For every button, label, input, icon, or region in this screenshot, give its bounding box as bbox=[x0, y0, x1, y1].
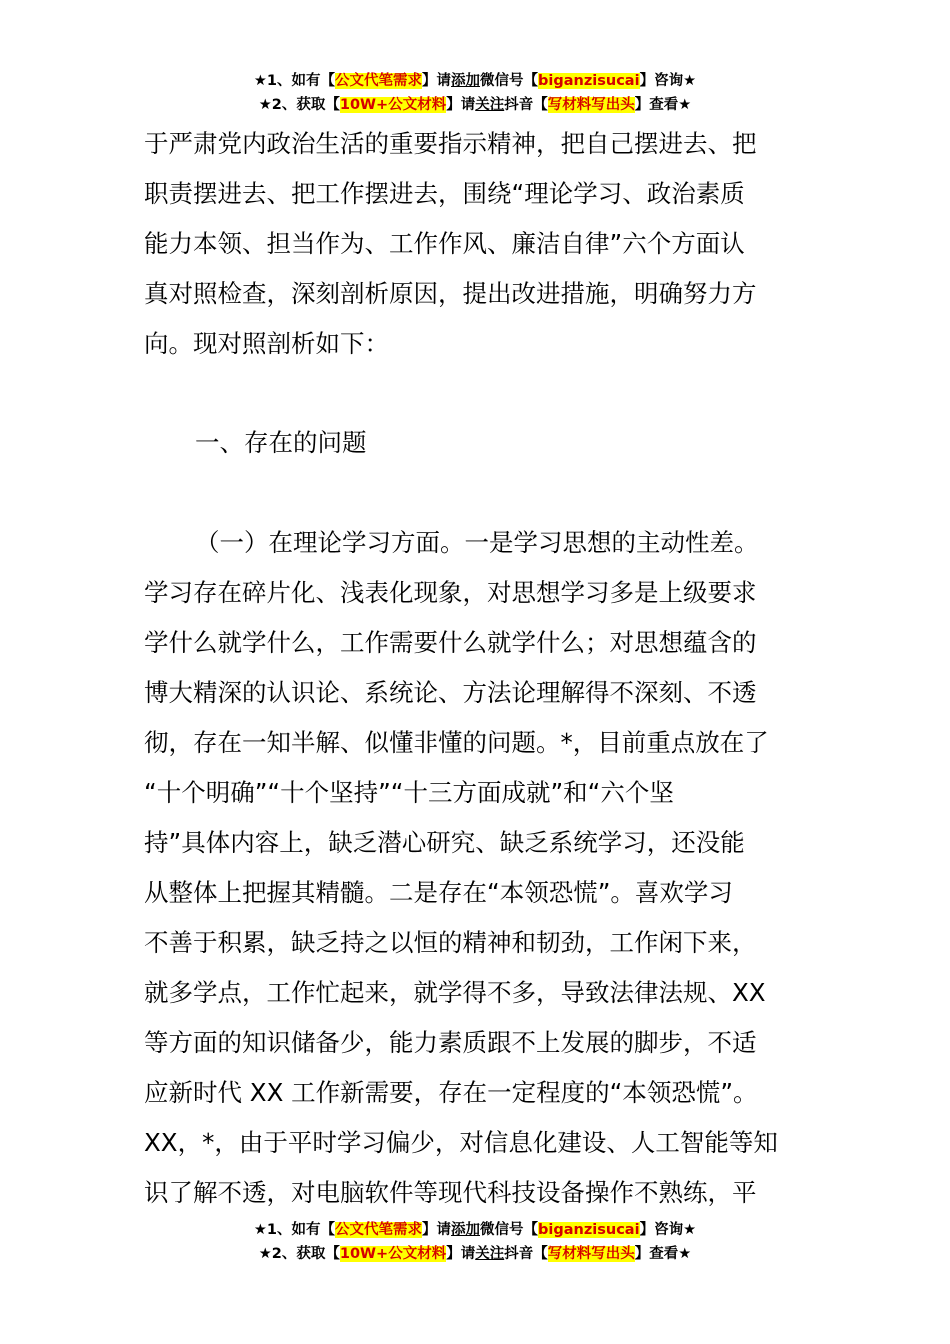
wechat-id-tag: biganzisucai bbox=[538, 73, 640, 89]
text-line: XX，*，由于平时学习偏少，对信息化建设、人工智能等知 bbox=[144, 1128, 778, 1157]
text-line: 向。现对照剖析如下： bbox=[144, 329, 389, 358]
banner-text: 】请 bbox=[446, 1246, 476, 1262]
banner-text: 】咨询★ bbox=[639, 1222, 697, 1238]
emphasis-text: 关注 bbox=[475, 1246, 505, 1262]
intro-paragraph bbox=[144, 119, 824, 369]
highlight-tag: 公文代笔需求 bbox=[335, 73, 423, 89]
banner-text: 微信号【 bbox=[480, 73, 539, 89]
highlight-tag: 公文代笔需求 bbox=[335, 1222, 423, 1238]
text-line: 就多学点，工作忙起来，就学得不多，导致法律法规、XX bbox=[144, 978, 766, 1007]
header-banner bbox=[0, 69, 950, 117]
banner-line-2 bbox=[0, 93, 950, 117]
text-line: 不善于积累，缺乏持之以恒的精神和韧劲，工作闲下来， bbox=[144, 928, 757, 957]
wechat-id-tag: biganzisucai bbox=[538, 1222, 640, 1238]
text-line: 等方面的知识储备少，能力素质跟不上发展的脚步，不适 bbox=[144, 1028, 757, 1057]
text-line: “十个明确”“十个坚持”“十三方面成就”和“六个坚 bbox=[144, 778, 674, 807]
text-line: 学习存在碎片化、浅表化现象，对思想学习多是上级要求 bbox=[144, 578, 757, 607]
body-paragraph bbox=[144, 518, 824, 1218]
text-line: （一）在理论学习方面。一是学习思想的主动性差。 bbox=[195, 528, 759, 557]
text-line: 彻，存在一知半解、似懂非懂的问题。*，目前重点放在了 bbox=[144, 728, 769, 757]
emphasis-text: 添加 bbox=[451, 1222, 481, 1238]
section-heading: 一、存在的问题 bbox=[195, 428, 367, 457]
banner-text: 抖音【 bbox=[504, 1246, 548, 1262]
banner-text: 】请 bbox=[422, 73, 452, 89]
banner-line-1 bbox=[0, 1218, 950, 1242]
text-line: 能力本领、担当作为、工作作风、廉洁自律”六个方面认 bbox=[144, 229, 745, 258]
banner-line-1 bbox=[0, 69, 950, 93]
banner-text: ★2、获取【 bbox=[258, 1246, 340, 1262]
highlight-tag: 10W+公文材料 bbox=[339, 97, 447, 113]
banner-text: ★1、如有【 bbox=[253, 73, 336, 89]
footer-banner bbox=[0, 1218, 950, 1266]
banner-text: ★1、如有【 bbox=[253, 1222, 336, 1238]
banner-line-2 bbox=[0, 1242, 950, 1266]
text-line: 持”具体内容上，缺乏潜心研究、缺乏系统学习，还没能 bbox=[144, 828, 745, 857]
banner-text: ★2、获取【 bbox=[258, 97, 340, 113]
douyin-id-tag: 写材料写出头 bbox=[547, 97, 635, 113]
banner-text: 微信号【 bbox=[480, 1222, 539, 1238]
banner-text: 】咨询★ bbox=[639, 73, 697, 89]
banner-text: 】请 bbox=[446, 97, 476, 113]
emphasis-text: 关注 bbox=[475, 97, 505, 113]
text-line: 真对照检查，深刻剖析原因，提出改进措施，明确努力方 bbox=[144, 279, 757, 308]
text-line: 职责摆进去、把工作摆进去，围绕“理论学习、政治素质 bbox=[144, 179, 745, 208]
text-line: 识了解不透，对电脑软件等现代科技设备操作不熟练，平 bbox=[144, 1178, 757, 1207]
banner-text: 】查看★ bbox=[634, 97, 692, 113]
text-line: 博大精深的认识论、系统论、方法论理解得不深刻、不透 bbox=[144, 678, 757, 707]
douyin-id-tag: 写材料写出头 bbox=[547, 1246, 635, 1262]
banner-text: 】请 bbox=[422, 1222, 452, 1238]
highlight-tag: 10W+公文材料 bbox=[339, 1246, 447, 1262]
emphasis-text: 添加 bbox=[451, 73, 481, 89]
banner-text: 抖音【 bbox=[504, 97, 548, 113]
text-line: 学什么就学什么，工作需要什么就学什么；对思想蕴含的 bbox=[144, 628, 757, 657]
text-line: 从整体上把握其精髓。二是存在“本领恐慌”。喜欢学习 bbox=[144, 878, 733, 907]
text-line: 于严肃党内政治生活的重要指示精神，把自己摆进去、把 bbox=[144, 129, 757, 158]
banner-text: 】查看★ bbox=[634, 1246, 692, 1262]
text-line: 应新时代 XX 工作新需要，存在一定程度的“本领恐慌”。 bbox=[144, 1078, 758, 1107]
